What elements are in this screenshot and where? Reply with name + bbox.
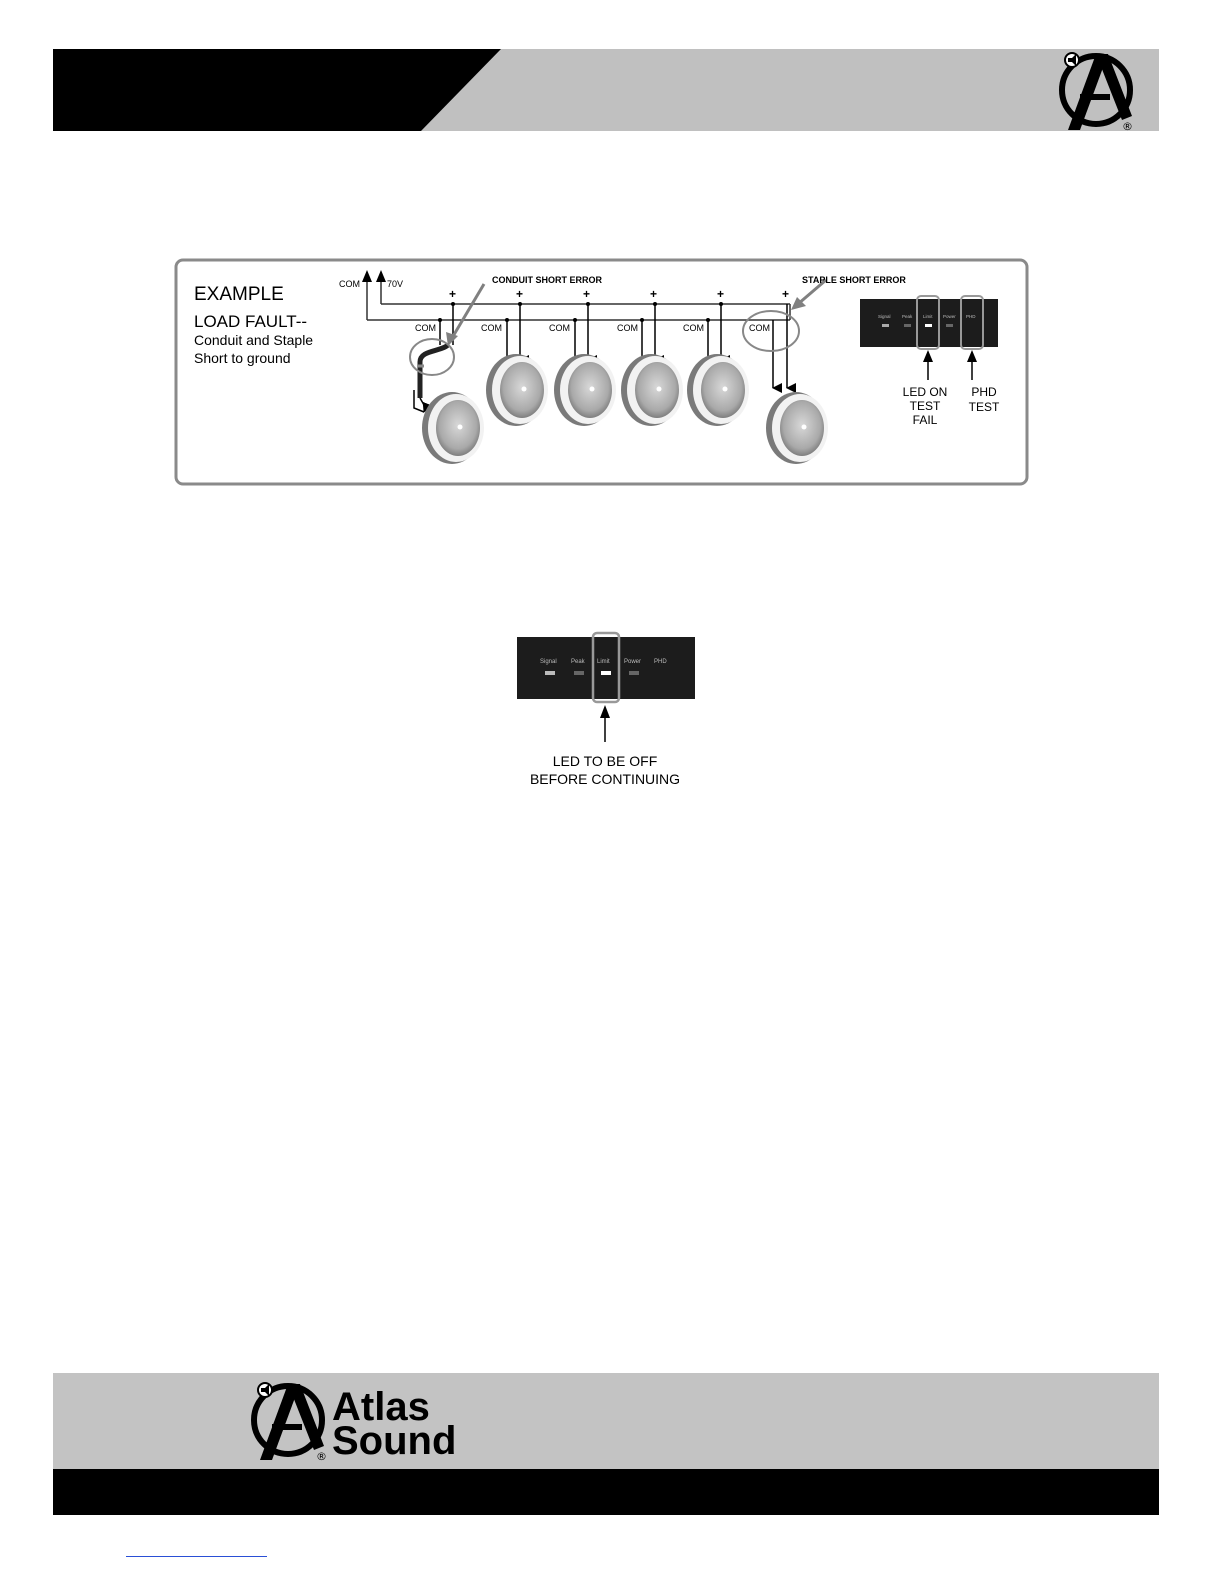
com-label: COM <box>415 323 436 333</box>
footer-logo <box>246 1378 486 1464</box>
phd-caption: PHD <box>971 385 997 399</box>
speaker-3 <box>554 354 616 426</box>
atlas-sound-logo-icon <box>254 1383 324 1460</box>
speaker-5 <box>687 354 749 426</box>
panel2-led-label: Limit <box>597 659 610 665</box>
staple-error-label: STAPLE SHORT ERROR <box>802 275 906 285</box>
com-label: COM <box>617 323 638 333</box>
speaker-2 <box>486 354 548 426</box>
wordmark-atlas: Atlas <box>332 1385 430 1429</box>
registered-mark: ® <box>1122 120 1133 133</box>
plus-sign: + <box>650 287 658 301</box>
led-on-caption: LED ON <box>902 385 948 399</box>
plus-sign: + <box>449 287 457 301</box>
com-label: COM <box>549 323 570 333</box>
70v-label: 70V <box>387 279 404 289</box>
footer-black-band <box>53 1469 1159 1515</box>
plus-sign: + <box>717 287 725 301</box>
com-label: COM <box>683 323 704 333</box>
registered-mark: ® <box>316 1450 327 1463</box>
com-top-label: COM <box>339 279 360 289</box>
led-on-caption: FAIL <box>912 413 938 427</box>
panel-led-label: Power <box>943 314 956 319</box>
plus-sign: + <box>782 287 790 301</box>
footer-gray-band <box>53 1373 1159 1469</box>
load-fault-subtitle: LOAD FAULT-- <box>194 312 308 331</box>
panel-led-label: PHD <box>966 314 976 319</box>
amp-panel-small <box>860 299 998 347</box>
panel-led-label: Limit <box>923 314 933 319</box>
wordmark-sound: Sound <box>332 1419 457 1463</box>
description-line2: Short to ground <box>194 350 291 366</box>
panel2-led-label: Signal <box>540 659 557 665</box>
panel2-led-label: Peak <box>571 659 585 665</box>
panel2-led-label: PHD <box>654 659 667 665</box>
description-line1: Conduit and Staple <box>194 332 314 348</box>
led-off-caption-line1: LED TO BE OFF <box>552 753 658 769</box>
plus-sign: + <box>516 287 524 301</box>
panel-led-label: Peak <box>902 314 913 319</box>
footer-link-underline[interactable] <box>126 1556 267 1557</box>
example-title: EXAMPLE <box>194 284 284 305</box>
panel2-led-label: Power <box>624 659 642 665</box>
plus-sign: + <box>583 287 591 301</box>
led-off-caption-line2: BEFORE CONTINUING <box>529 771 681 787</box>
com-label: COM <box>481 323 502 333</box>
phd-caption: TEST <box>968 400 1000 414</box>
amp-panel-large <box>517 637 695 699</box>
panel-led-label: Signal <box>878 314 891 319</box>
speaker-4 <box>621 354 683 426</box>
com-label: COM <box>749 323 770 333</box>
speaker-6 <box>766 392 828 464</box>
led-on-caption: TEST <box>909 399 941 413</box>
conduit-error-label: CONDUIT SHORT ERROR <box>492 275 602 285</box>
speaker-1 <box>422 392 484 464</box>
